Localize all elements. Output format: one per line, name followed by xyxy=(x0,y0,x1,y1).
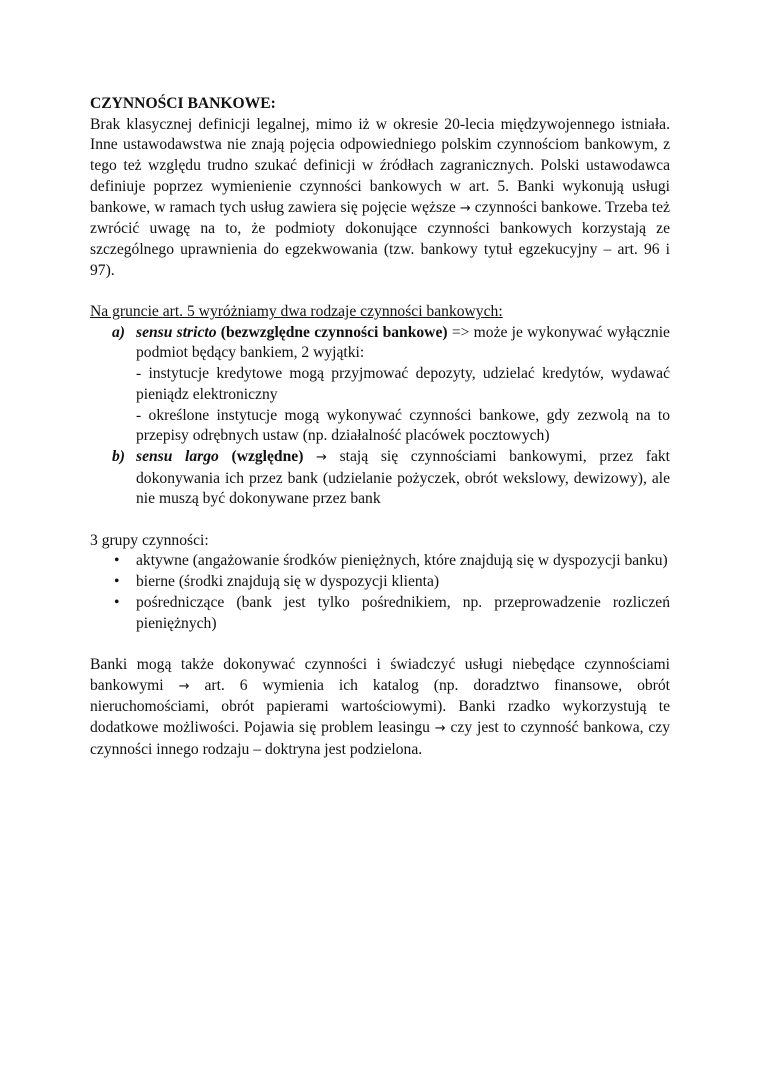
groups-heading: 3 grupy czynności: xyxy=(90,531,209,549)
term-qualifier: (względne) xyxy=(231,447,304,465)
arrow-right-icon: → xyxy=(459,200,471,216)
list-marker: b) xyxy=(112,447,125,465)
closing-paragraph xyxy=(90,655,670,761)
closing-text-1: Banki mogą także dokonywać czynności i świadczyć usługi niebędące czynnościami bankowymi xyxy=(90,655,670,694)
item-text: stają się czynnościami bankowymi, przez fakt dokonywania ich przez bank (udzielanie pożyczek, obrót wekslowy, dewizowy), ale nie muszą być dokonywane przez bank xyxy=(136,447,671,508)
arrow-right-icon: → xyxy=(178,678,190,694)
art5-heading: Na gruncie art. 5 wyróżniamy dwa rodzaje czynności bankowych: xyxy=(90,303,503,321)
intro-paragraph xyxy=(90,115,670,282)
item-text: => może je wykonywać wyłącznie podmiot będący bankiem, 2 wyjątki: xyxy=(136,323,670,362)
bullet-icon: • xyxy=(114,552,120,570)
list-item: • pośredniczące (bank jest tylko pośrednikiem, np. przeprowadzenie rozliczeń pieniężnych) xyxy=(90,593,670,634)
term-qualifier: (bezwzględne czynności bankowe) xyxy=(220,323,448,341)
arrow-right-icon: → xyxy=(316,449,327,465)
list-item-sensu-stricto xyxy=(90,323,670,447)
term-sensu-largo: sensu largo xyxy=(136,447,219,465)
section-title: CZYNNOŚCI BANKOWE: xyxy=(90,95,276,112)
document-body xyxy=(90,94,670,760)
intro-text-1: Brak klasycznej definicji legalnej, mimo iż w okresie 20-lecia międzywojennego istniała. Inne ustawodawstwa nie znają pojęcia odpowiedniego polskim czynnościom bankowym, z tego też względu trudno szukać definicji w źródłach zagranicznych. Polski ustawodawca definiuje poprzez wymienienie czynności bankowych w art. 5. Banki wykonują usługi bankowe, w ramach tych usług zawiera się pojęcie węższe xyxy=(90,115,670,216)
arrow-right-icon: → xyxy=(434,721,446,737)
list-marker: a) xyxy=(112,323,125,341)
exception-2: - określone instytucje mogą wykonywać czynności bankowe, gdy zezwolą na to przepisy odrębnych ustaw (np. działalność placówek pocztowych) xyxy=(136,406,670,445)
list-item: • bierne (środki znajdują się w dyspozycji klienta) xyxy=(90,572,670,593)
term-sensu-stricto: sensu stricto xyxy=(136,323,217,341)
closing-text-3: czy jest to czynność bankowa, czy czynności innego rodzaju – doktryna jest podzielona. xyxy=(90,719,670,758)
bullet-icon: • xyxy=(114,573,120,591)
bullet-icon: • xyxy=(114,593,120,611)
list-item-sensu-largo xyxy=(90,447,670,510)
list-item: • aktywne (angażowanie środków pieniężnych, które znajdują się w dyspozycji banku) xyxy=(90,551,670,572)
intro-text-2: czynności bankowe. Trzeba też zwrócić uwagę na to, że podmioty dokonujące czynności bankowych korzystają ze szczególnego uprawnienia do egzekwowania (tzw. bankowy tytuł egzekucyjny – art. 96 i 97). xyxy=(90,198,670,279)
exception-1: - instytucje kredytowe mogą przyjmować depozyty, udzielać kredytów, wydawać pieniądz elektroniczny xyxy=(136,365,670,403)
closing-text-2: art. 6 wymienia ich katalog (np. doradztwo finansowe, obrót nieruchomościami, obrót papierami wartościowymi). Banki rzadko wykorzystują te dodatkowe możliwości. Pojawia się problem leasingu xyxy=(90,676,670,737)
